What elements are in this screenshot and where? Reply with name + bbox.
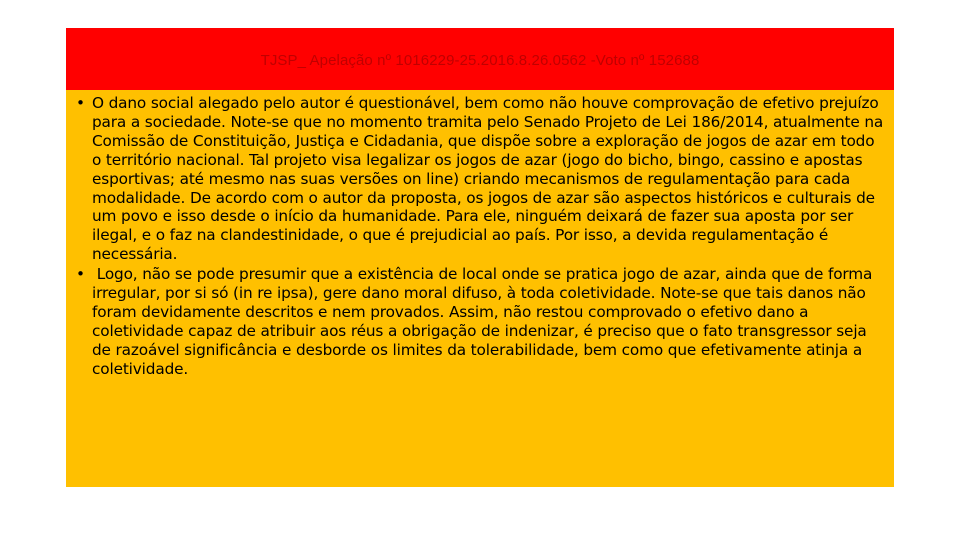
- title-bar: [66, 28, 894, 90]
- bullet-text: Logo, não se pode presumir que a existência de local onde se pratica jogo de azar, ainda que de forma irregular, por si só (in re ipsa), gere dano moral difuso, à toda coletividade. Note-se que tais danos não foram devidamente descritos e nem provados. Assim, não restou comprovado o efetivo dano a coletividade capaz de atribuir aos réus a obrigação de indenizar, é preciso que o fato transgressor seja de razoável significância e desborde os limites da tolerabilidade, bem como que efetivamente atinja a coletividade.: [92, 265, 877, 378]
- bullet-text: O dano social alegado pelo autor é questionável, bem como não houve comprovação de efetivo prejuízo para a sociedade. Note-se que no momento tramita pelo Senado Projeto de Lei 186/2014, atualmente na Comissão de Constituição, Justiça e Cidadania, que dispõe sobre a exploração de jogos de azar em todo o território nacional. Tal projeto visa legalizar os jogos de azar (jogo do bicho, bingo, cassino e apostas esportivas; até mesmo nas suas versões on line) criando mecanismos de regulamentação para cada modalidade. De acordo com o autor da proposta, os jogos de azar são aspectos históricos e culturais de um povo e isso desde o início da humanidade. Para ele, ninguém deixará de fazer sua aposta por ser ilegal, e o faz na clandestinidade, o que é prejudicial ao país. Por isso, a devida regulamentação é necessária.: [92, 94, 884, 264]
- bullet-item: [74, 265, 886, 378]
- content-box: [66, 90, 894, 487]
- bullet-point-icon: •: [76, 94, 85, 112]
- bullet-item: [74, 94, 886, 264]
- slide-title: TJSP_ Apelação nº 1016229-25.2016.8.26.0562 -Voto nº 152688: [260, 51, 700, 69]
- bullet-point-icon: •: [76, 265, 85, 284]
